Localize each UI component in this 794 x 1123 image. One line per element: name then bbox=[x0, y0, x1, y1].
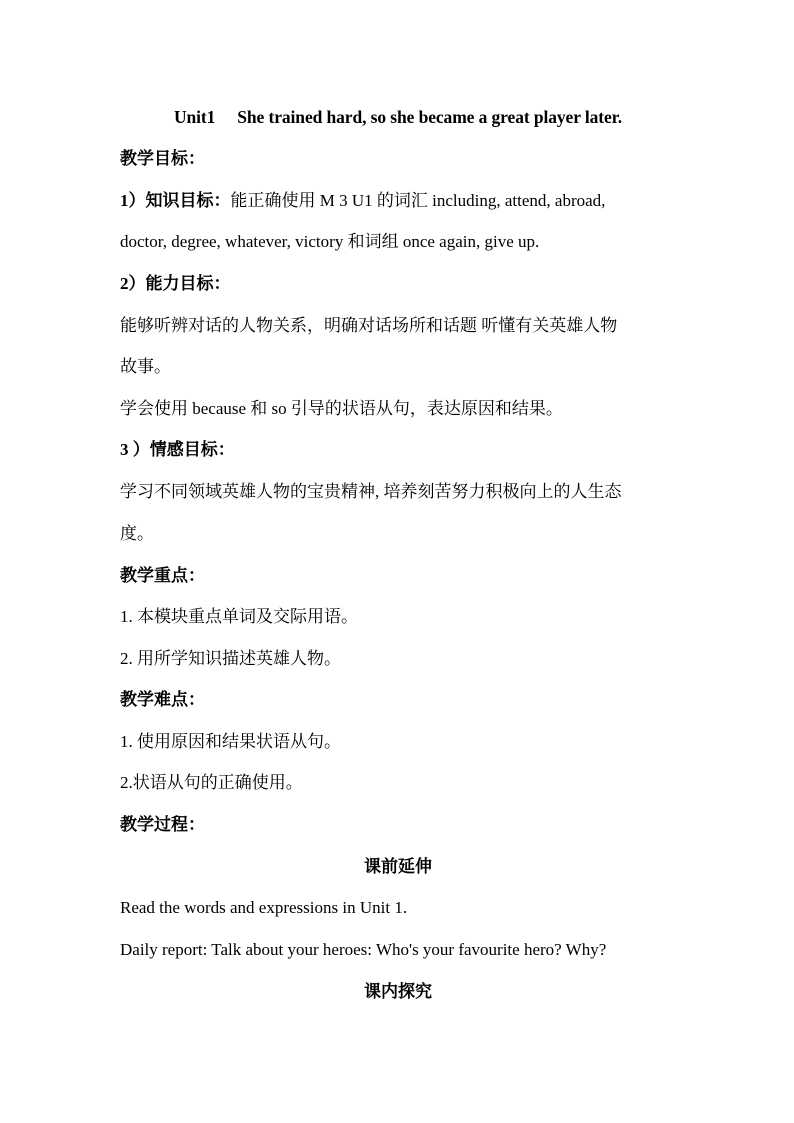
document-title bbox=[120, 105, 676, 129]
preclass-text-2: Daily report: Talk about your heroes: Who's your favourite hero? Why? bbox=[120, 940, 607, 959]
emotion-heading: 3 ）情感目标： bbox=[120, 440, 235, 459]
inclass-heading: 课内探究 bbox=[364, 982, 432, 1001]
difficulty-1: 1. 使用原因和结果状语从句。 bbox=[120, 732, 341, 751]
objectives-heading: 教学目标： bbox=[120, 149, 205, 168]
preclass-heading: 课前延伸 bbox=[364, 857, 432, 876]
key-point-2: 2. 用所学知识描述英雄人物。 bbox=[120, 649, 341, 668]
key-point-1: 1. 本模块重点单词及交际用语。 bbox=[120, 607, 358, 626]
knowledge-objective bbox=[120, 189, 680, 213]
emotion-text-1: 学习不同领域英雄人物的宝贵精神, 培养刻苦努力积极向上的人生态 bbox=[120, 482, 622, 501]
difficulties-heading: 教学难点： bbox=[120, 690, 205, 709]
knowledge-heading: 1）知识目标： bbox=[120, 191, 231, 210]
title-unit: Unit1 bbox=[173, 107, 216, 127]
ability-text-2: 故事。 bbox=[120, 357, 171, 376]
ability-heading: 2）能力目标： bbox=[120, 274, 231, 293]
ability-text-3: 学会使用 because 和 so 引导的状语从句，表达原因和结果。 bbox=[120, 399, 563, 418]
ability-text-1: 能够听辨对话的人物关系，明确对话场所和话题 听懂有关英雄人物 bbox=[120, 316, 618, 335]
title-text: She trained hard, so she became a great player later. bbox=[237, 107, 622, 127]
preclass-text-1: Read the words and expressions in Unit 1. bbox=[120, 898, 408, 917]
difficulty-2: 2.状语从句的正确使用。 bbox=[120, 773, 303, 792]
process-heading: 教学过程： bbox=[120, 815, 205, 834]
key-points-heading: 教学重点： bbox=[120, 566, 205, 585]
knowledge-text-1: 能正确使用 M 3 U1 的词汇 including, attend, abroad, bbox=[230, 191, 606, 210]
knowledge-text-2: doctor, degree, whatever, victory 和词组 once again, give up. bbox=[120, 232, 540, 251]
emotion-text-2: 度。 bbox=[120, 524, 154, 543]
